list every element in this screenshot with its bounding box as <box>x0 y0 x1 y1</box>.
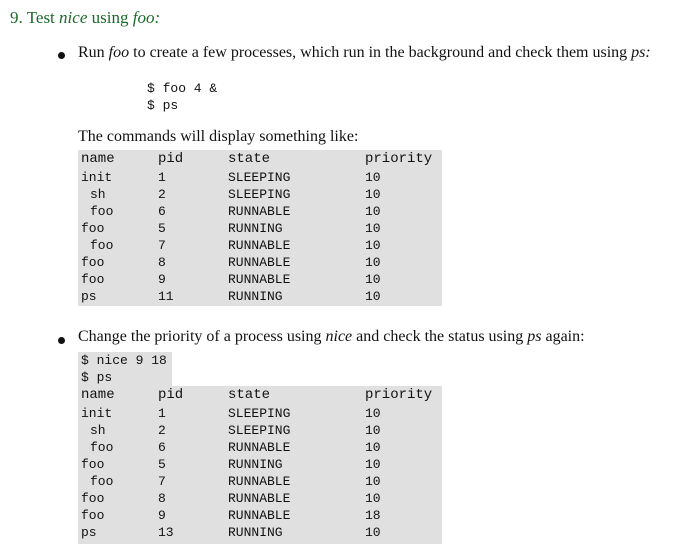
command-line: $ ps <box>147 98 179 113</box>
bullet-1-em-2: ps: <box>631 44 651 61</box>
heading-text-2: using <box>91 8 129 27</box>
cell-name: foo <box>81 272 105 287</box>
bullet-2-em-1: nice <box>325 328 353 345</box>
cell-state: RUNNING <box>228 221 283 236</box>
table-row <box>78 288 442 305</box>
bullet-dot-2 <box>58 337 65 344</box>
table-header-row <box>78 150 442 169</box>
command-line: $ foo 4 & <box>147 81 218 96</box>
table-row <box>78 220 442 237</box>
table-row <box>78 271 442 288</box>
heading-emphasis-2: foo: <box>132 8 161 27</box>
cell-state: RUNNABLE <box>228 440 291 455</box>
header-state: state <box>228 151 271 167</box>
display-label: The commands will display something like: <box>78 128 359 145</box>
bullet-1-em-1: foo <box>108 44 130 61</box>
header-pid: pid <box>158 151 184 167</box>
cell-state: RUNNABLE <box>228 272 291 287</box>
cell-priority: 10 <box>365 204 381 219</box>
command-block-1 <box>147 80 217 114</box>
cell-name: foo <box>90 474 114 489</box>
cell-pid: 2 <box>158 187 166 202</box>
bullet-2-text <box>78 328 585 346</box>
cell-pid: 13 <box>158 525 174 540</box>
table-row <box>78 203 442 220</box>
header-pid: pid <box>158 387 184 403</box>
cell-pid: 6 <box>158 204 166 219</box>
command-block-2 <box>78 352 172 386</box>
cell-state: RUNNABLE <box>228 491 291 506</box>
heading-number: 9. <box>10 8 23 27</box>
cell-state: SLEEPING <box>228 170 291 185</box>
cell-name: foo <box>81 255 105 270</box>
cell-state: RUNNABLE <box>228 238 291 253</box>
cell-pid: 1 <box>158 406 166 421</box>
table-row <box>78 473 442 490</box>
cell-pid: 9 <box>158 508 166 523</box>
process-table-1 <box>78 150 442 306</box>
cell-pid: 11 <box>158 289 174 304</box>
table-row <box>78 507 442 524</box>
cell-priority: 10 <box>365 221 381 236</box>
cell-pid: 7 <box>158 238 166 253</box>
cell-priority: 10 <box>365 255 381 270</box>
cell-name: init <box>81 406 113 421</box>
bullet-dot-1 <box>58 52 65 59</box>
table-row <box>78 186 442 203</box>
cell-name: ps <box>81 289 97 304</box>
table-header-row <box>78 386 442 405</box>
table-row <box>78 405 442 422</box>
cell-name: init <box>81 170 113 185</box>
cell-pid: 7 <box>158 474 166 489</box>
cell-priority: 10 <box>365 525 381 540</box>
bullet-2-part-2: and check the status using <box>356 328 524 345</box>
bullet-1-part-1: Run <box>78 44 105 61</box>
cell-name: foo <box>81 221 105 236</box>
cell-priority: 10 <box>365 440 381 455</box>
cell-state: RUNNING <box>228 457 283 472</box>
cell-pid: 8 <box>158 491 166 506</box>
table-row <box>78 422 442 439</box>
cell-name: ps <box>81 525 97 540</box>
table-row <box>78 456 442 473</box>
cell-priority: 18 <box>365 508 381 523</box>
bullet-1-part-2: to create a few processes, which run in the background and check them using <box>133 44 628 61</box>
cell-pid: 2 <box>158 423 166 438</box>
table-row <box>78 254 442 271</box>
cell-priority: 10 <box>365 289 381 304</box>
cell-pid: 1 <box>158 170 166 185</box>
cell-priority: 10 <box>365 187 381 202</box>
table-row <box>78 439 442 456</box>
table-row <box>78 237 442 254</box>
cell-state: SLEEPING <box>228 187 291 202</box>
cell-state: SLEEPING <box>228 406 291 421</box>
command-line: $ ps <box>81 370 113 385</box>
bullet-1-text <box>78 44 651 62</box>
header-name: name <box>81 151 115 167</box>
cell-name: foo <box>90 440 114 455</box>
cell-state: RUNNABLE <box>228 255 291 270</box>
cell-priority: 10 <box>365 457 381 472</box>
cell-state: RUNNING <box>228 525 283 540</box>
cell-name: foo <box>81 508 105 523</box>
cell-priority: 10 <box>365 474 381 489</box>
cell-priority: 10 <box>365 238 381 253</box>
cell-name: foo <box>90 204 114 219</box>
cell-state: SLEEPING <box>228 423 291 438</box>
cell-pid: 5 <box>158 457 166 472</box>
header-state: state <box>228 387 271 403</box>
cell-priority: 10 <box>365 272 381 287</box>
cell-state: RUNNABLE <box>228 508 291 523</box>
cell-priority: 10 <box>365 170 381 185</box>
cell-priority: 10 <box>365 423 381 438</box>
heading-text-1: Test <box>26 8 55 27</box>
cell-pid: 5 <box>158 221 166 236</box>
table-row <box>78 524 442 541</box>
section-heading <box>10 8 160 28</box>
header-name: name <box>81 387 115 403</box>
cell-name: foo <box>90 238 114 253</box>
process-table-2 <box>78 386 442 544</box>
cell-state: RUNNABLE <box>228 204 291 219</box>
command-line: $ nice 9 18 <box>81 353 167 368</box>
cell-pid: 8 <box>158 255 166 270</box>
header-priority: priority <box>365 151 433 167</box>
cell-priority: 10 <box>365 406 381 421</box>
cell-pid: 6 <box>158 440 166 455</box>
cell-state: RUNNING <box>228 289 283 304</box>
bullet-2-em-2: ps <box>527 328 542 345</box>
cell-priority: 10 <box>365 491 381 506</box>
table-row <box>78 169 442 186</box>
cell-name: foo <box>81 491 105 506</box>
cell-state: RUNNABLE <box>228 474 291 489</box>
cell-pid: 9 <box>158 272 166 287</box>
heading-emphasis-1: nice <box>59 8 88 27</box>
bullet-2-part-1: Change the priority of a process using <box>78 328 322 345</box>
bullet-2-part-3: again: <box>545 328 585 345</box>
table-row <box>78 490 442 507</box>
cell-name: sh <box>90 423 106 438</box>
cell-name: sh <box>90 187 106 202</box>
cell-name: foo <box>81 457 105 472</box>
header-priority: priority <box>365 387 433 403</box>
